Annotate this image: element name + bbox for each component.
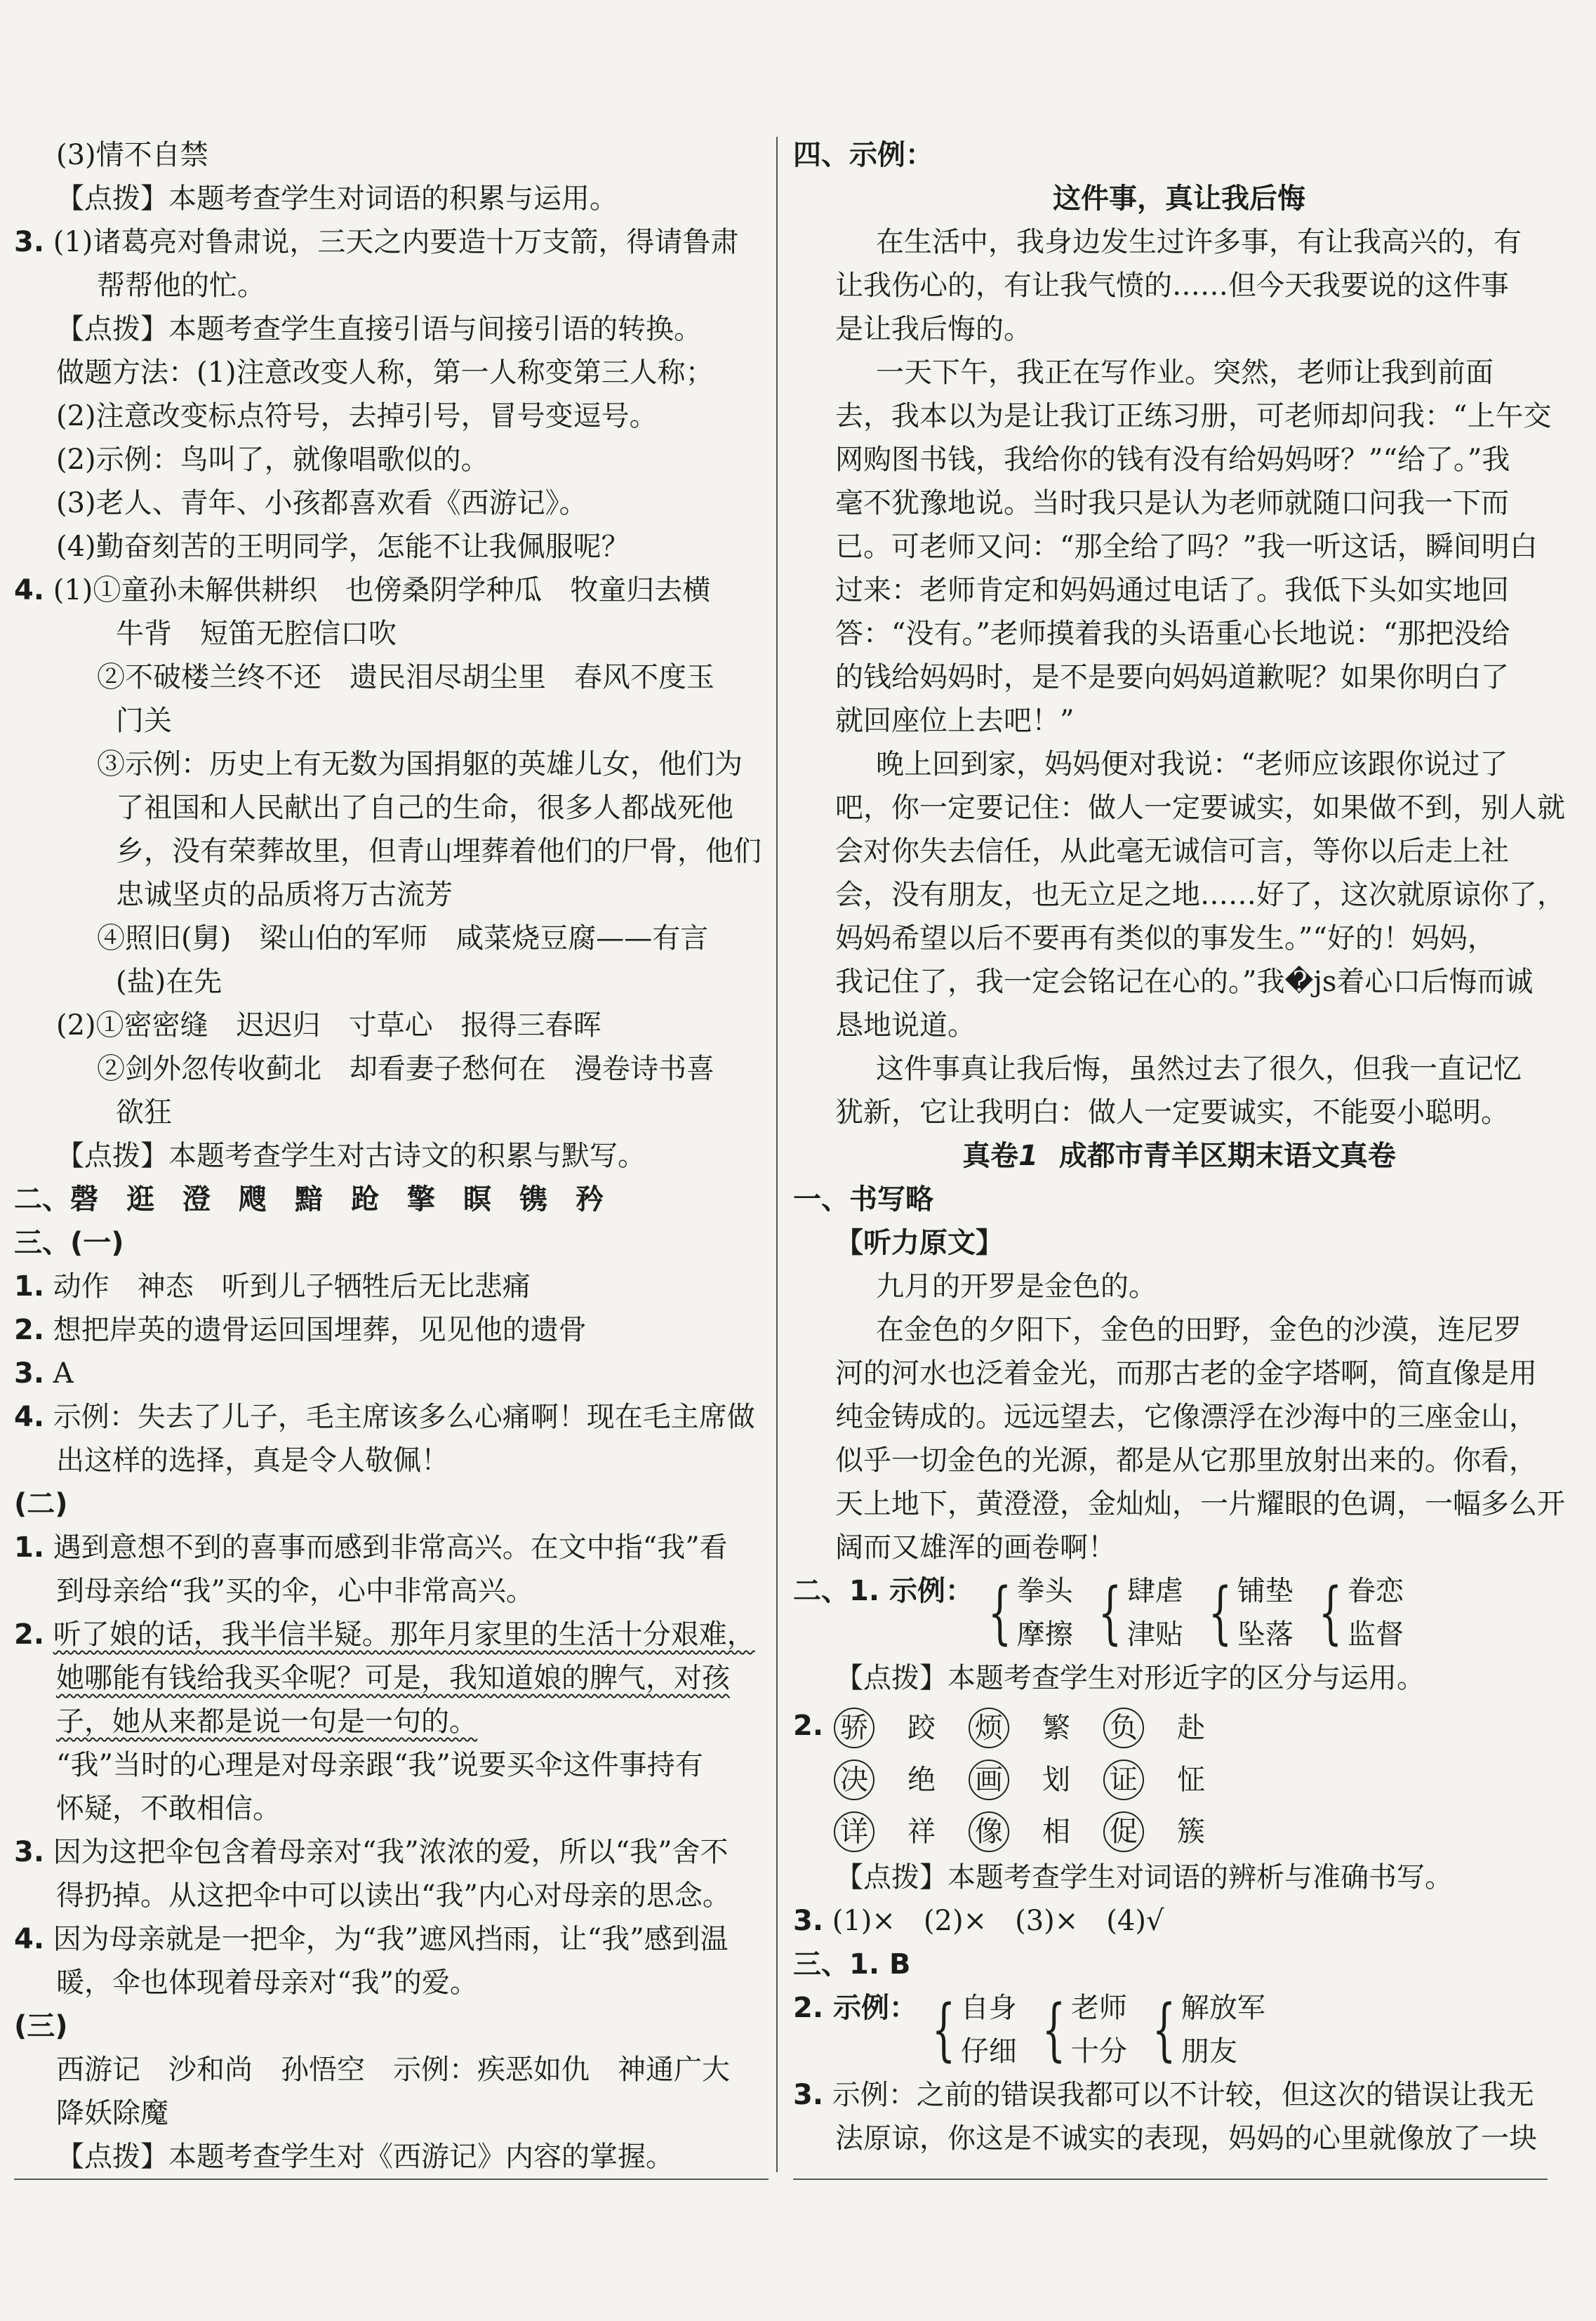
circled-char: 像: [969, 1811, 1009, 1852]
brace-symbol: {: [1098, 1574, 1122, 1652]
exam-title-number: 1: [1018, 1140, 1038, 1172]
word-pair: [1348, 1569, 1404, 1656]
answer-text: 法原谅，你这是不诚实的表现，妈妈的心里就像放了一块: [835, 2122, 1537, 2155]
column-divider: [776, 137, 778, 2172]
answer-text: 乡，没有荣葬故里，但青山埋葬着他们的尸骨，他们: [116, 835, 762, 867]
essay-line: 的钱给妈妈时，是不是要向妈妈道歉呢？如果你明白了: [835, 661, 1509, 693]
word: 坠落: [1237, 1618, 1294, 1651]
essay-line: 已。可老师又问：“那全给了吗？”我一听这话，瞬间明白: [835, 531, 1538, 563]
bottom-rule-left: [14, 2179, 769, 2180]
essay-line: 妈妈希望以后不要再有类似的事发生。”“好的！妈妈，: [835, 922, 1496, 955]
char-row: [793, 1804, 1565, 1856]
question-number: 2.: [793, 1710, 824, 1742]
left-column: [14, 133, 769, 2179]
listening-heading: 【听力原文】: [835, 1227, 1004, 1259]
question-number: 3.: [14, 226, 45, 258]
brace-symbol: {: [1208, 1574, 1232, 1652]
listening-line: 河的河水也泛着金光，而那古老的金字塔啊，简直像是用: [835, 1357, 1537, 1390]
underlined-quote: 听了娘的话，我半信半疑。那年月家里的生活十分艰难，: [53, 1618, 755, 1651]
question-number: 3.: [14, 1357, 45, 1390]
essay-line: 网购图书钱，我给你的钱有没有给妈妈呀？”“给了。”我: [835, 444, 1510, 476]
circled-char: 骄: [834, 1708, 875, 1748]
circled-char: 画: [969, 1760, 1009, 1800]
answer-text: 忠诚坚贞的品质将万古流芳: [116, 879, 453, 911]
char: 赴: [1177, 1712, 1205, 1744]
answer-text: 动作 神态 听到儿子牺牲后无比悲痛: [53, 1270, 531, 1303]
answer-text: “我”当时的心理是对母亲跟“我”说要买伞这件事持有: [56, 1749, 703, 1781]
underlined-quote: 子，她从来都是说一句是一句的。: [56, 1705, 477, 1738]
essay-line: 恳地说道。: [835, 1009, 976, 1042]
question-number: 3.: [793, 1905, 824, 1937]
section-heading: 三、(一): [14, 1227, 124, 1259]
answer-text: A: [53, 1357, 74, 1390]
question-number: 2.: [14, 1618, 45, 1651]
word: 眷恋: [1347, 1575, 1404, 1607]
section-heading: 一、书写略: [793, 1183, 933, 1216]
answer-text: 遇到意想不到的喜事而感到非常高兴。在文中指“我”看: [53, 1531, 728, 1564]
answer-text: ④照旧(舅) 梁山伯的军师 咸菜烧豆腐——有言: [97, 922, 709, 955]
question-number: 1.: [14, 1270, 45, 1303]
answer-text: (1)诸葛亮对鲁肃说，三天之内要造十万支箭，得请鲁肃: [53, 226, 739, 258]
answer-text: 降妖除魔: [56, 2097, 168, 2129]
answer-text: 示例：之前的错误我都可以不计较，但这次的错误让我无: [832, 2079, 1534, 2111]
essay-title: 这件事，真让我后悔: [1053, 182, 1305, 215]
essay-line: 让我伤心的，有让我气愤的……但今天我要说的这件事: [835, 270, 1509, 302]
word: 仔细: [960, 2035, 1017, 2068]
section-heading: (三): [14, 2010, 68, 2042]
essay-line: 我记住了，我一定会铭记在心的。”我�js着心口后悔而诚: [835, 966, 1534, 998]
char: 相: [1042, 1816, 1070, 1848]
word: 津贴: [1126, 1618, 1183, 1651]
question-number: 2.: [14, 1314, 45, 1346]
word: 自身: [960, 1992, 1017, 2024]
word-pairs-block: [793, 1569, 1565, 1656]
essay-line: 会对你失去信任，从此毫无诚信可言，等你以后走上社: [835, 835, 1509, 867]
listening-line: 纯金铸成的。远远望去，它像漂浮在沙海中的三座金山，: [835, 1401, 1537, 1433]
char: 祥: [907, 1816, 936, 1848]
answer-text: ②剑外忽传收蓟北 却看妻子愁何在 漫卷诗书喜: [97, 1053, 714, 1085]
answer-text: (3)老人、青年、小孩都喜欢看《西游记》。: [56, 487, 587, 519]
char: 簇: [1177, 1816, 1205, 1848]
question-number: 4.: [14, 1401, 45, 1433]
section-heading: (二): [14, 1488, 68, 1520]
brace-symbol: {: [1152, 1990, 1176, 2069]
answer-text: 欲狂: [116, 1096, 172, 1129]
word-pair: [1017, 1569, 1073, 1656]
listening-line: 天上地下，黄澄澄，金灿灿，一片耀眼的色调，一幅多么开: [835, 1488, 1565, 1520]
tip-line: 【点拨】本题考查学生对词语的辨析与准确书写。: [835, 1861, 1453, 1894]
exam-title-text: 成都市青羊区期末语文真卷: [1058, 1140, 1396, 1172]
circled-char: 详: [834, 1811, 875, 1852]
answer-text: 因为母亲就是一把伞，为“我”遮风挡雨，让“我”感到温: [53, 1923, 729, 1955]
question-number: 3.: [14, 1836, 45, 1868]
section-heading: 三、1. B: [793, 1948, 911, 1981]
circled-char: 证: [1103, 1760, 1144, 1800]
answer-text: (1)①童孙未解供耕织 也傍桑阴学种瓜 牧童归去横: [53, 574, 711, 606]
question-number: 1.: [14, 1531, 45, 1564]
char: 划: [1042, 1764, 1070, 1796]
tip-line: 【点拨】本题考查学生对词语的积累与运用。: [56, 182, 618, 215]
listening-line: 在金色的夕阳下，金色的田野，金色的沙漠，连尼罗: [876, 1314, 1522, 1346]
answer-text: 帮帮他的忙。: [97, 270, 265, 302]
brace-symbol: {: [931, 1990, 956, 2069]
brace-symbol: {: [1042, 1990, 1066, 2069]
answer-line: (3)情不自禁: [56, 139, 208, 171]
word-pairs-block: [793, 1986, 1565, 2073]
tip-line: 做题方法：(1)注意改变人称，第一人称变第三人称；: [56, 357, 714, 389]
word: 十分: [1070, 2035, 1127, 2068]
char-row: [793, 1700, 1565, 1752]
word-pair: [1127, 1569, 1183, 1656]
char: 怔: [1177, 1764, 1205, 1796]
exam-title-prefix: 真卷: [962, 1140, 1019, 1172]
circled-char: 烦: [969, 1708, 1009, 1748]
essay-line: 毫不犹豫地说。当时我只是认为老师就随口问我一下而: [835, 487, 1509, 519]
section-heading: 四、示例：: [793, 139, 933, 171]
word: 老师: [1070, 1992, 1127, 2024]
word: 铺垫: [1237, 1575, 1294, 1607]
section-heading: 二、磬 逛 澄 飕 黯 跄 擎 瞑 镌 矜: [14, 1183, 604, 1216]
essay-line: 过来：老师肯定和妈妈通过电话了。我低下头如实地回: [835, 574, 1509, 606]
word: 解放军: [1181, 1992, 1265, 2024]
answer-text: (1)× (2)× (3)× (4)√: [832, 1905, 1164, 1937]
essay-line: 吧，你一定要记住：做人一定要诚实，如果做不到，别人就: [835, 792, 1565, 824]
answer-text: (4)勤奋刻苦的王明同学，怎能不让我佩服呢？: [56, 531, 630, 563]
underlined-quote: 她哪能有钱给我买伞呢？可是，我知道娘的脾气，对孩: [56, 1662, 730, 1694]
essay-line: 是让我后悔的。: [835, 313, 1032, 345]
answer-text: 牛背 短笛无腔信口吹: [116, 618, 397, 650]
tip-line: 【点拨】本题考查学生对古诗文的积累与默写。: [56, 1140, 646, 1172]
answer-text: 得扔掉。从这把伞中可以读出“我”内心对母亲的思念。: [56, 1880, 731, 1912]
answer-text: (盐)在先: [116, 966, 222, 998]
answer-text: 暖，伞也体现着母亲对“我”的爱。: [56, 1967, 478, 1999]
circled-char: 决: [834, 1760, 875, 1800]
tip-line: 【点拨】本题考查学生对形近字的区分与运用。: [835, 1662, 1425, 1694]
answer-text: 到母亲给“我”买的伞，心中非常高兴。: [56, 1575, 534, 1607]
word: 肆虐: [1126, 1575, 1183, 1607]
essay-line: 犹新，它让我明白：做人一定要诚实，不能耍小聪明。: [835, 1096, 1509, 1129]
word: 监督: [1347, 1618, 1404, 1651]
circled-char-grid: [793, 1700, 1565, 1856]
word-pair: [1071, 1986, 1127, 2073]
char: 绝: [907, 1764, 936, 1796]
answer-text: 想把岸英的遗骨运回国埋葬，见见他的遗骨: [53, 1314, 587, 1346]
answer-text: 西游记 沙和尚 孙悟空 示例：疾恶如仇 神通广大: [56, 2054, 730, 2086]
question-number: 4.: [14, 574, 45, 606]
essay-line: 会，没有朋友，也无立足之地……好了，这次就原谅你了，: [835, 879, 1565, 911]
answer-text: 出这样的选择，真是令人敬佩！: [56, 1444, 449, 1477]
char: 跤: [907, 1712, 936, 1744]
answer-text: (2)①密密缝 迟迟归 寸草心 报得三春晖: [56, 1009, 601, 1042]
word-pair: [1237, 1569, 1294, 1656]
essay-line: 去，我本以为是让我订正练习册，可老师却问我：“上午交: [835, 400, 1552, 432]
answer-text: 因为这把伞包含着母亲对“我”浓浓的爱，所以“我”舍不: [53, 1836, 729, 1868]
brace-symbol: {: [1318, 1574, 1343, 1652]
answer-text: ②不破楼兰终不还 遗民泪尽胡尘里 春风不度玉: [97, 661, 714, 693]
char: 繁: [1042, 1712, 1070, 1744]
tip-line: 【点拨】本题考查学生对《西游记》内容的掌握。: [56, 2141, 674, 2173]
tip-line: 【点拨】本题考查学生直接引语与间接引语的转换。: [56, 313, 702, 345]
answer-text: (2)示例：鸟叫了，就像唱歌似的。: [56, 444, 489, 476]
essay-line: 就回座位上去吧！”: [835, 705, 1075, 737]
tip-line: (2)注意改变标点符号，去掉引号，冒号变逗号。: [56, 400, 658, 432]
word-pair: [961, 1986, 1017, 2073]
circled-char: 促: [1103, 1811, 1144, 1852]
question-lead: 2. 示例：: [793, 1992, 917, 2024]
listening-line: 似乎一切金色的光源，都是从它那里放射出来的。你看，: [835, 1444, 1537, 1477]
question-number: 3.: [793, 2079, 824, 2111]
answer-text: 了祖国和人民献出了自己的生命，很多人都战死他: [116, 792, 733, 824]
answer-text: 怀疑，不敢相信。: [56, 1793, 281, 1825]
question-lead: 二、1. 示例：: [793, 1575, 973, 1607]
word: 朋友: [1181, 2035, 1237, 2068]
essay-line: 一天下午，我正在写作业。突然，老师让我到前面: [876, 357, 1494, 389]
char-row: [793, 1752, 1565, 1804]
listening-line: 九月的开罗是金色的。: [876, 1270, 1157, 1303]
right-column: [793, 133, 1565, 2160]
word: 拳头: [1016, 1575, 1073, 1607]
answer-text: ③示例：历史上有无数为国捐躯的英雄儿女，他们为: [97, 748, 743, 780]
circled-char: 负: [1103, 1708, 1144, 1748]
answer-text: 门关: [116, 705, 172, 737]
word-pair: [1181, 1986, 1265, 2073]
essay-line: 晚上回到家，妈妈便对我说：“老师应该跟你说过了: [876, 748, 1508, 780]
essay-line: 在生活中，我身边发生过许多事，有让我高兴的，有: [876, 226, 1522, 258]
question-number: 4.: [14, 1923, 45, 1955]
answer-text: 示例：失去了儿子，毛主席该多么心痛啊！现在毛主席做: [53, 1401, 755, 1433]
listening-line: 阔而又雄浑的画卷啊！: [835, 1531, 1116, 1564]
exam-title: [793, 1134, 1565, 1178]
word: 摩擦: [1016, 1618, 1073, 1651]
bottom-rule-right: [793, 2179, 1548, 2180]
essay-line: 这件事真让我后悔，虽然过去了很久，但我一直记忆: [876, 1053, 1522, 1085]
essay-line: 答：“没有。”老师摸着我的头语重心长地说：“那把没给: [835, 618, 1510, 650]
brace-symbol: {: [987, 1574, 1012, 1652]
